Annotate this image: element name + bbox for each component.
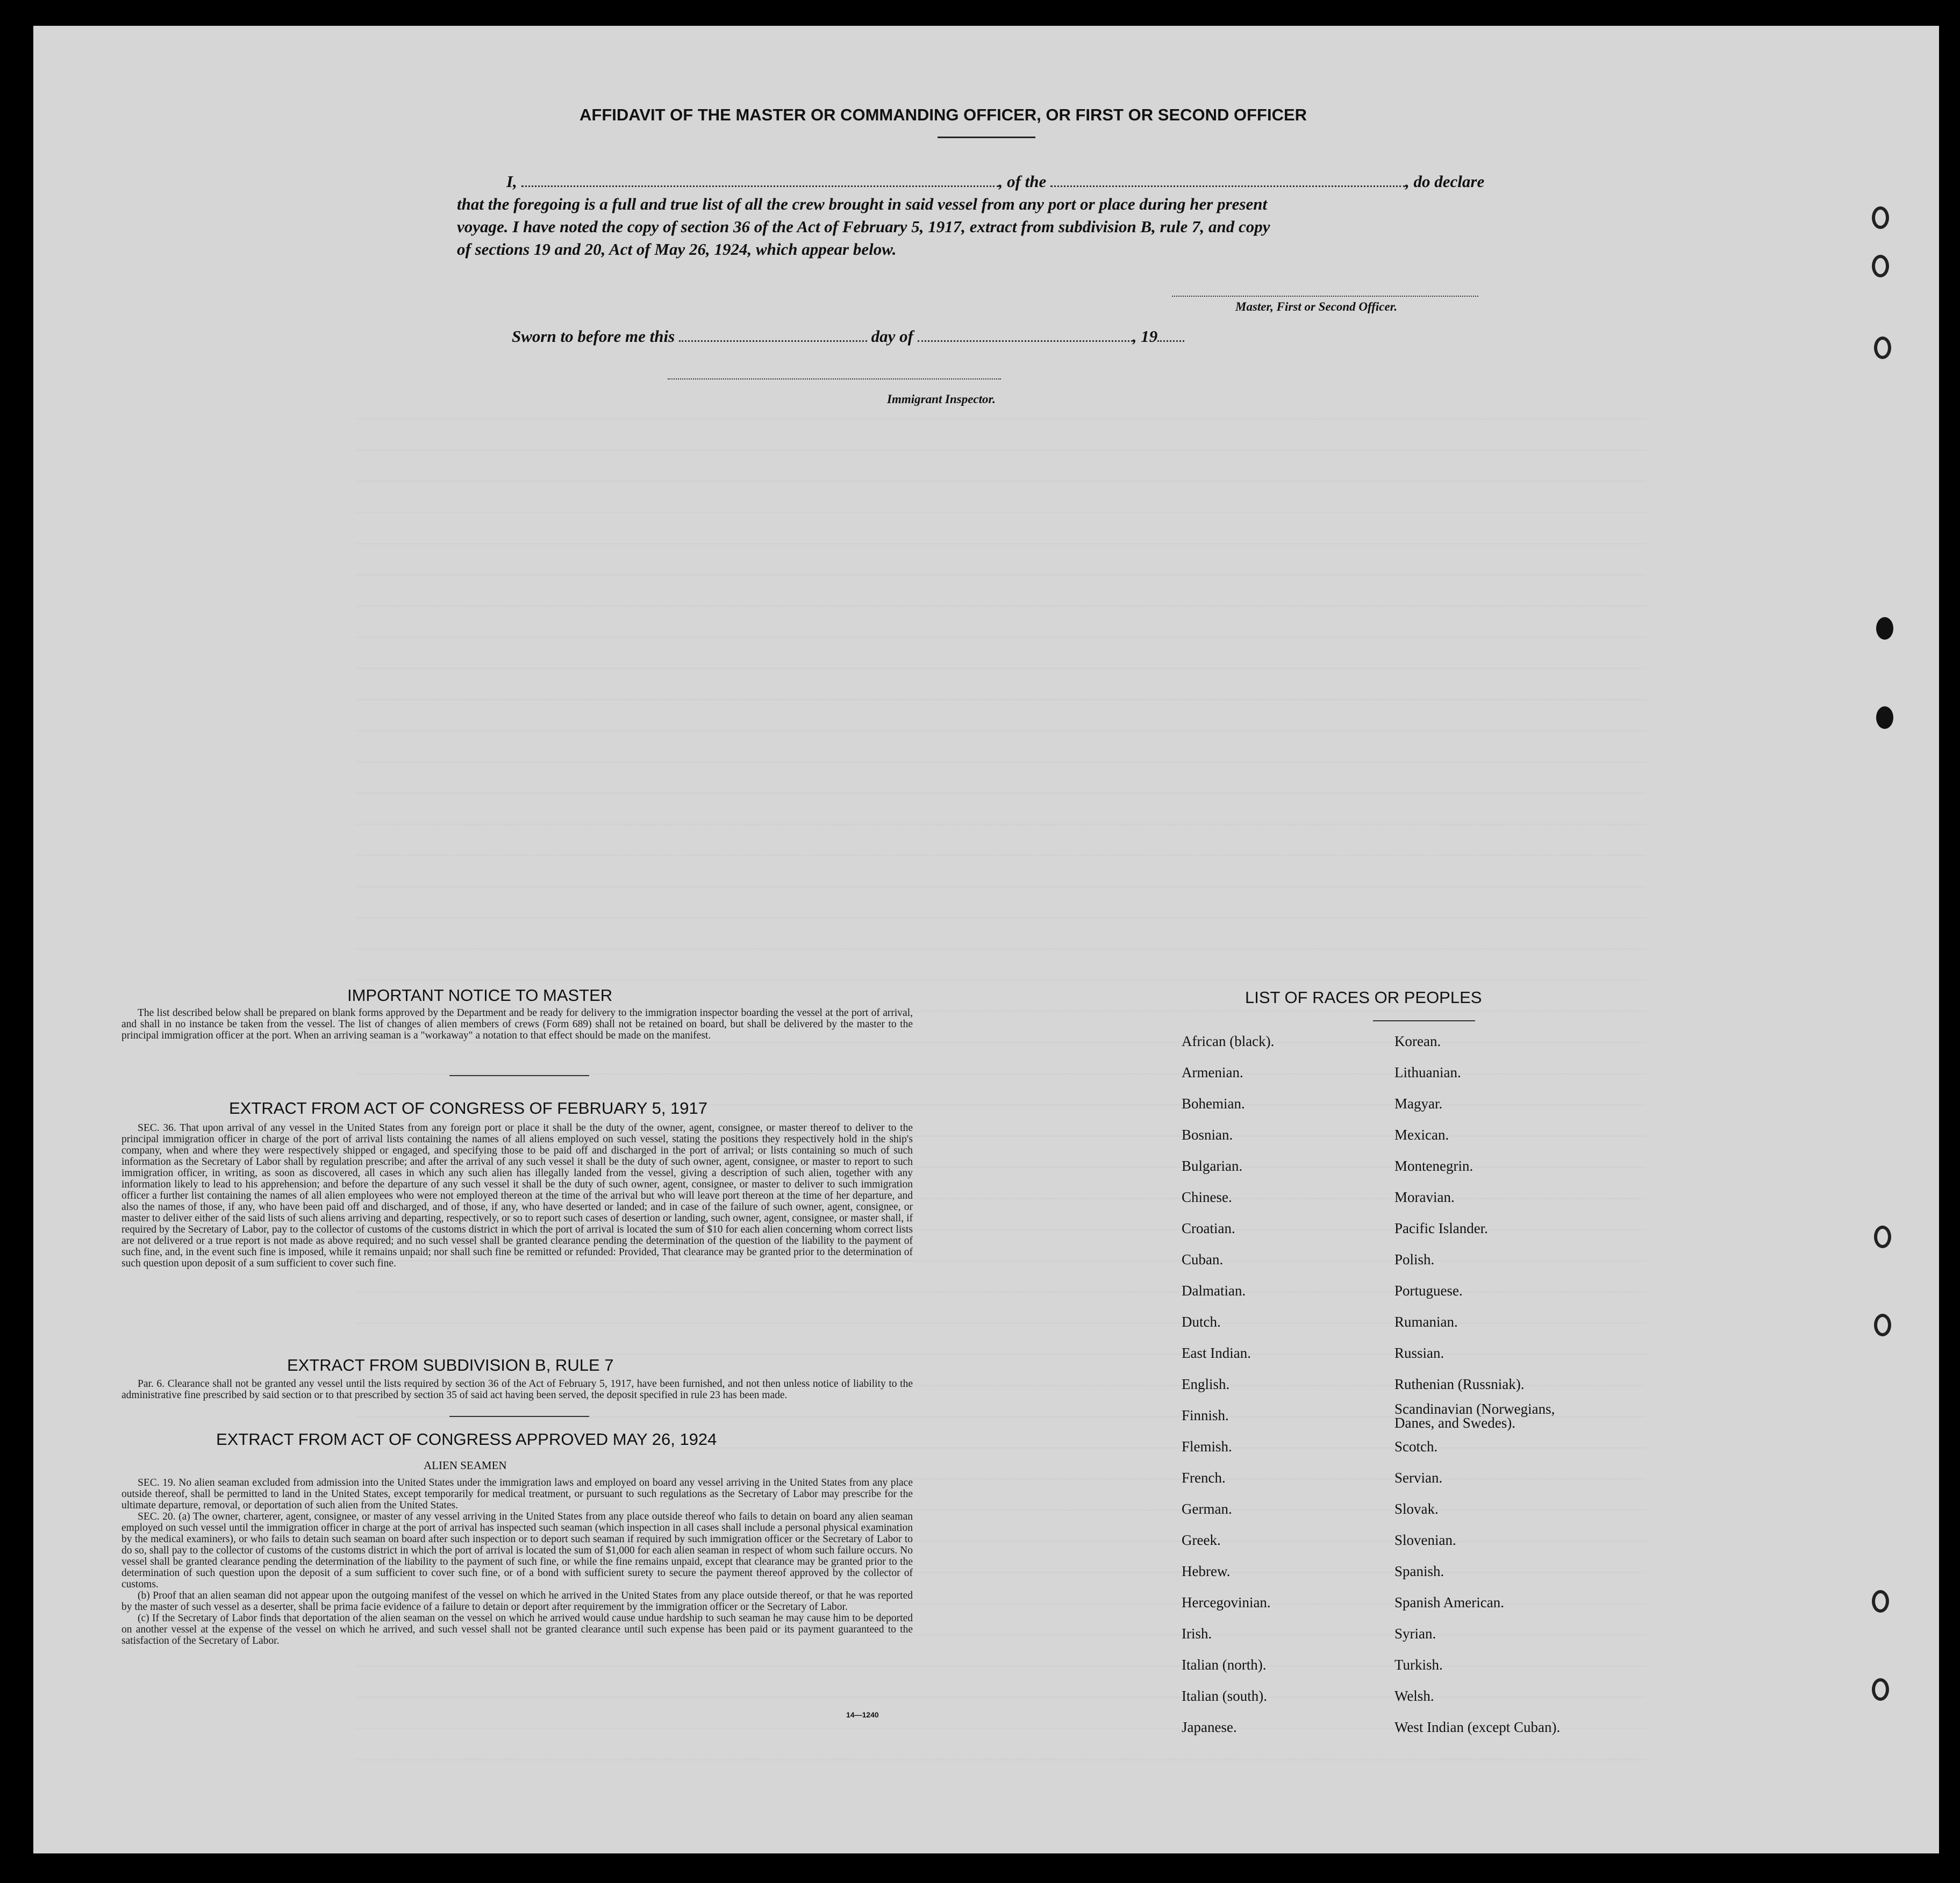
race-item: Hebrew.: [1182, 1563, 1231, 1579]
race-item: Slovak.: [1394, 1501, 1439, 1517]
declaration-line: [506, 172, 1484, 191]
sworn-line: [512, 327, 1184, 346]
race-item: Dalmatian.: [1182, 1283, 1246, 1299]
binder-hole: [1876, 617, 1893, 640]
race-item: Rumanian.: [1394, 1314, 1458, 1330]
affidavit-title: AFFIDAVIT OF THE MASTER OR COMMANDING OFFICER, OR FIRST OR SECOND OFFICER: [580, 105, 1307, 124]
race-item: Chinese.: [1182, 1189, 1232, 1205]
notice-text: The list described below shall be prepared on blank forms approved by the Department and be ready for delivery to the immigration inspector boarding the vessel at the port of arrival, and shall in no instance be taken from the vessel. The list of changes of alien members of crews (Form 689) shall not be retained on board, but shall be delivered by the master to the principal immigration officer at the port. When an arriving seaman is a "workaway" a notation to that effect should be made on the manifest.: [121, 1007, 913, 1041]
race-item: Scandinavian (Norwegians, Danes, and Swedes).: [1394, 1401, 1555, 1431]
race-item: French.: [1182, 1470, 1226, 1486]
race-item: Dutch.: [1182, 1314, 1221, 1330]
extract-1917-heading: EXTRACT FROM ACT OF CONGRESS OF FEBRUARY 5, 1917: [229, 1099, 708, 1118]
declaration-of-the: , of the: [998, 172, 1051, 191]
subdivision-paragraph: [121, 1378, 913, 1401]
declaration-text-1: that the foregoing is a full and true list of all the crew brought in said vessel from any port or place during her present: [457, 195, 1268, 213]
master-signature-label: Master, First or Second Officer.: [1235, 300, 1398, 313]
binder-hole: [1872, 206, 1889, 229]
notice-paragraph: [121, 1007, 913, 1041]
race-item: Ruthenian (Russniak).: [1394, 1376, 1525, 1392]
race-item: Bosnian.: [1182, 1127, 1233, 1143]
binder-hole: [1872, 255, 1889, 277]
extract-1917-paragraph: [121, 1122, 913, 1269]
race-item: Turkish.: [1394, 1657, 1443, 1673]
race-item: Polish.: [1394, 1251, 1435, 1268]
sec-20c-text: (c) If the Secretary of Labor finds that deportation of the alien seaman on the vessel on which he arrived would cause undue hardship to such seaman he may cause him to be deported on another vessel at the expense of the vessel on which he arrived, and such vessel shall not be granted clearance until such expense has been paid or its payment guaranteed to the satisfaction of the Secretary of Labor.: [121, 1613, 913, 1646]
race-item: Italian (north).: [1182, 1657, 1267, 1673]
race-item: Lithuanian.: [1394, 1064, 1461, 1080]
form-number: 14—1240: [846, 1710, 879, 1719]
race-item: Croatian.: [1182, 1220, 1235, 1236]
title-underline: [938, 137, 1035, 138]
race-item: Magyar.: [1394, 1096, 1443, 1112]
race-item: Italian (south).: [1182, 1688, 1267, 1704]
race-item: Japanese.: [1182, 1719, 1237, 1735]
binder-hole: [1872, 1590, 1889, 1613]
binder-hole: [1872, 1678, 1889, 1701]
inspector-signature-line: [668, 378, 1001, 380]
race-item: Hercegovinian.: [1182, 1594, 1271, 1610]
race-item: Moravian.: [1394, 1189, 1455, 1205]
notice-rule: [449, 1075, 589, 1076]
race-item: Flemish.: [1182, 1438, 1232, 1455]
race-item: Bohemian.: [1182, 1096, 1245, 1112]
race-item: English.: [1182, 1376, 1230, 1392]
race-item: Irish.: [1182, 1626, 1212, 1642]
declaration-i: I,: [506, 172, 521, 191]
extract-1924-subheading: ALIEN SEAMEN: [424, 1459, 507, 1472]
binder-hole: [1874, 336, 1891, 359]
binder-hole: [1874, 1226, 1891, 1248]
extract-1924-heading: EXTRACT FROM ACT OF CONGRESS APPROVED MAY 26, 1924: [216, 1430, 717, 1449]
race-item: Montenegrin.: [1394, 1158, 1473, 1174]
sworn-year: , 19: [1132, 327, 1158, 346]
race-item: Pacific Islander.: [1394, 1220, 1488, 1236]
declaration-text-2: voyage. I have noted the copy of section 36 of the Act of February 5, 1917, extract from subdivision B, rule 7, and copy: [457, 217, 1270, 236]
subdivision-text: Par. 6. Clearance shall not be granted any vessel until the lists required by section 36 of the Act of February 5, 1917, have been furnished, and not then unless notice of liability to the administrative fine prescribed by said section or to that prescribed by section 35 of said act having been served, the deposit specified in rule 23 has been made.: [121, 1378, 913, 1401]
race-item: East Indian.: [1182, 1345, 1251, 1361]
races-heading: LIST OF RACES OR PEOPLES: [1245, 988, 1482, 1007]
binder-hole: [1876, 706, 1893, 729]
race-item: Russian.: [1394, 1345, 1444, 1361]
race-item: Scotch.: [1394, 1438, 1438, 1455]
notice-heading: IMPORTANT NOTICE TO MASTER: [347, 986, 613, 1005]
race-item: Syrian.: [1394, 1626, 1436, 1642]
race-item: Finnish.: [1182, 1407, 1229, 1423]
race-item: African (black).: [1182, 1033, 1275, 1049]
declaration-text-3: of sections 19 and 20, Act of May 26, 1924, which appear below.: [457, 240, 897, 259]
master-signature-line: [1172, 296, 1478, 297]
race-item: West Indian (except Cuban).: [1394, 1719, 1561, 1735]
subdivision-rule: [449, 1416, 589, 1417]
sworn-before: Sworn to before me this: [512, 327, 679, 346]
race-item: Cuban.: [1182, 1251, 1224, 1268]
race-item: Mexican.: [1394, 1127, 1449, 1143]
races-rule: [1373, 1020, 1475, 1021]
extract-1917-text: SEC. 36. That upon arrival of any vessel in the United States from any foreign port or place it shall be the duty of the owner, agent, consignee, or master thereof to deliver to the principal immigration officer in charge of the port of arrival lists containing the names of all aliens employed on such vessel, stating the positions they respectively hold in the ship's company, when and where they were respectively shipped or engaged, and specifying those to be paid off and discharged in the port of arrival; or lists containing so much of such information as the Secretary of Labor shall by regulation prescribe; and after the arrival of any such vessel it shall be the duty of such owner, agent, consignee, or master to report to such immigration officer, in writing, as soon as discovered, all cases in which any such alien has illegally landed from the vessel, giving a description of such alien, together with any information likely to lead to his apprehension; and before the departure of any such vessel it shall be the duty of such owner, agent, consignee, or master to deliver to such immigration officer a further list containing the names of all alien employees who were not employed thereon at the time of the arrival but who will leave port thereon at the time of her departure, and also the names of those, if any, who have been paid off and discharged, and of those, if any, who have deserted or landed; and in case of the failure of such owner, agent, consignee, or master to deliver either of the said lists of such aliens arriving and departing, respectively, or so to report such cases of desertion or landing, such owner, agent, consignee, or master shall, if required by the Secretary of Labor, pay to the collector of customs of the customs district in which the port of arrival is located the sum of $10 for each alien concerning whom correct lists are not delivered or a true report is not made as above required; and no such vessel shall be granted clearance pending the determination of the question of the liability to the payment of such fine, and, in the event such fine is imposed, while it remains unpaid; nor shall such fine be remitted or refunded: Provided, That clearance may be granted prior to the determination of such question upon deposit of a sum sufficient to cover such fine.: [121, 1122, 913, 1269]
subdivision-heading: EXTRACT FROM SUBDIVISION B, RULE 7: [287, 1356, 614, 1374]
race-item: German.: [1182, 1501, 1232, 1517]
sec-19-text: SEC. 19. No alien seaman excluded from admission into the United States under the immigration laws and employed on board any vessel arriving in the United States from any place outside thereof, shall be permitted to land in the United States, except temporarily for medical treatment, or pursuant to such regulations as the Secretary of Labor may prescribe for the ultimate departure, removal, or deportation of such alien from the United States.: [121, 1477, 913, 1511]
inspector-signature-label: Immigrant Inspector.: [887, 392, 996, 406]
race-item: Armenian.: [1182, 1064, 1243, 1080]
sec-20a-text: SEC. 20. (a) The owner, charterer, agent, consignee, or master of any vessel arriving in the United States from any place outside thereof who fails to detain on board any alien seaman employed on such vessel until the immigration officer in charge at the port of arrival has inspected such seaman (which inspection in all cases shall include a personal physical examination by the medical examiners), or who fails to detain such seaman on board after such inspection or to deport such seaman if required by such immigration officer or the Secretary of Labor to do so, shall pay to the collector of customs of the customs district in which the port of arrival is located the sum of $1,000 for each alien seaman in respect of whom such failure occurs. No vessel shall be granted clearance pending the determination of the liability to the payment of such fine, or while the fine remains unpaid, except that clearance may be granted prior to the determination of such question upon the deposit of a sum sufficient to cover such fine, or of a bond with sufficient surety to secure the payment thereof approved by the collector of customs.: [121, 1511, 913, 1590]
sec-20b-text: (b) Proof that an alien seaman did not appear upon the outgoing manifest of the vessel on which he arrived in the United States from any place outside thereof, or that he was reported by the master of such vessel as a deserter, shall be prima facie evidence of a failure to detain or deport after requirement by the immigration officer or the Secretary of Labor.: [121, 1590, 913, 1613]
sworn-day-of: day of: [867, 327, 918, 346]
document-page: [33, 26, 1939, 1853]
race-item: Greek.: [1182, 1532, 1221, 1548]
race-item: Welsh.: [1394, 1688, 1434, 1704]
race-item: Bulgarian.: [1182, 1158, 1243, 1174]
race-item: Servian.: [1394, 1470, 1443, 1486]
race-item: Portuguese.: [1394, 1283, 1463, 1299]
race-item: Slovenian.: [1394, 1532, 1456, 1548]
declaration-do-declare: , do declare: [1405, 172, 1485, 191]
binder-hole: [1874, 1314, 1891, 1336]
race-item: Korean.: [1394, 1033, 1441, 1049]
extract-1924-paragraph: [121, 1477, 913, 1646]
race-item: Spanish American.: [1394, 1594, 1504, 1610]
race-item: Spanish.: [1394, 1563, 1444, 1579]
